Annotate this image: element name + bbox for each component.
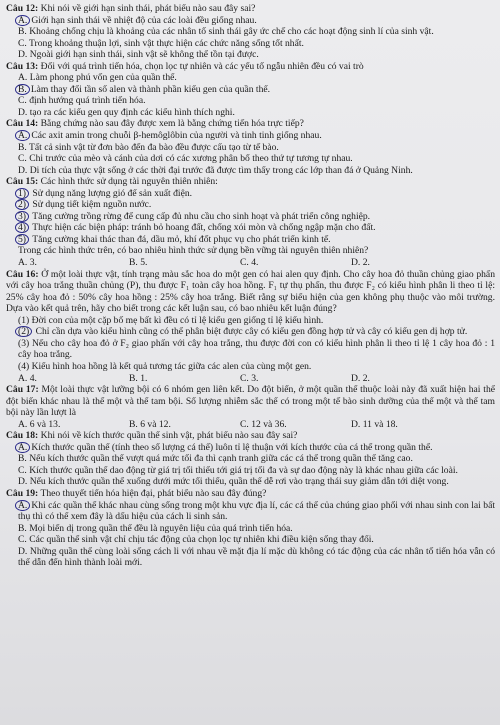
option-d: D. Di tích của thực vật sống ở các thời đại trước đã được tìm thấy trong các lớp than đá ở Quảng Ninh. [18,164,413,176]
option-a: A. 3. [18,257,37,269]
selected-answer-mark: A. [15,130,30,141]
question-number: Câu 16: [6,268,39,280]
option-b: B. 6 và 12. [129,418,171,430]
statement-4: Thực hiện các biện pháp: tránh bỏ hoang đất, chống xói mòn và chống ngập mặn cho đất. [32,222,376,234]
option-c: C. 3. [240,372,259,384]
item-number-mark: 4) [15,222,29,233]
item-number-mark: 3) [15,211,29,222]
question-stem: Các hình thức sử dụng tài nguyên thiên nhiên: [40,176,218,188]
question-stem: Khi nói về kích thước quần thể sinh vật, phát biểu nào sau đây sai? [40,430,298,442]
question-stem: Một loài thực vật lưỡng bội có 6 nhóm gen liên kết. Do đột biến, ở một quần thể thuộc loài này đã xuất hiện hai thể đột biến khác nhau là thể một và thể tam bội. Số lượng nhiễm sắc thể có trong một tế bào sinh dưỡng của thể một và thể tam bội này lần lượt là [6,384,495,419]
option-d: D. Những quần thể cùng loài sống cách li với nhau về mặt địa lí mặc dù không có tác động của các nhân tố tiến hóa vẫn có thể dẫn đến hình thành loài mới. [18,545,495,569]
selected-answer-mark: A. [15,442,30,453]
answer-options [6,373,495,385]
question-number: Câu 12: [6,3,39,14]
option-d: D. 2. [351,257,370,269]
question-number: Câu 15: [6,176,39,188]
statement-3: Tăng cường trồng rừng để cung cấp đủ nhu cầu cho sinh hoạt và phát triển công nghiệp. [32,210,371,222]
statement-2: Chỉ cần dựa vào kiểu hình cũng có thể phân biệt được cây có kiểu gen đồng hợp tử và cây có kiểu gen dị hợp tử. [35,326,468,338]
item-number-mark: (2) [15,326,32,337]
question-12 [6,3,495,61]
option-a: Các axit amin trong chuỗi β-hemôglôbin của người và tinh tinh giống nhau. [31,130,322,142]
question-stem: Bằng chứng nào sau đây được xem là bằng chứng tiến hóa trực tiếp? [40,118,304,130]
option-a: Khi các quần thể khác nhau cùng sống trong một khu vực địa lí, các cá thể của chúng giao phối với nhau sinh con lai bất thụ thì có thể xem đây là dấu hiệu của cách li sinh sản. [18,499,495,523]
option-b: B. Khoảng chống chịu là khoảng của các nhân tố sinh thái gây ức chế cho các hoạt động sinh lí của sinh vật. [18,26,434,38]
question-number: Câu 19: [6,487,39,499]
question-17 [6,384,495,430]
option-a-letter: A. [18,72,28,84]
selected-answer-mark: B. [15,84,30,95]
option-a: Giới hạn sinh thái về nhiệt độ của các loài đều giống nhau. [31,14,257,26]
answer-options [6,257,495,269]
option-d: D. 11 và 18. [351,418,398,430]
question-stem: Đối với quá trình tiến hóa, chọn lọc tự nhiên và các yếu tố ngẫu nhiên đều có vai trò [40,60,364,72]
question-19 [6,488,495,569]
option-a: A. 4. [18,372,37,384]
option-c: C. 12 và 36. [240,418,287,430]
sub-question: Trong các hình thức trên, có bao nhiêu hình thức sử dụng bền vững tài nguyên thiên nhiên? [18,245,369,257]
question-number: Câu 17: [6,384,39,396]
answer-options [6,419,495,431]
question-stem: Khi nói về giới hạn sinh thái, phát biểu nào sau đây sai? [40,3,256,14]
option-c: C. Kích thước quần thể dao động từ giá trị tối thiểu tới giá trị tối đa và sự dao động này là khác nhau giữa các loài. [18,464,458,476]
option-d: D. Nếu kích thước quần thể xuống dưới mức tối thiểu, quần thể dễ rơi vào trạng thái suy giảm dẫn tới diệt vong. [18,476,449,488]
option-a: Làm phong phú vốn gen của quần thể. [29,72,177,84]
item-number-mark: 2) [15,199,29,210]
item-number-mark: 5) [15,234,29,245]
option-c: C. Chi trước của mèo và cánh của dơi có các xương phân bố theo thứ tự tương tự nhau. [18,153,353,165]
option-d: D. Ngoài giới hạn sinh thái, sinh vật sẽ không thể tồn tại được. [18,49,259,61]
question-number: Câu 14: [6,118,39,130]
selected-answer-mark: A. [15,15,30,26]
option-b: B. Nếu kích thước quần thể vượt quá mức tối đa thì cạnh tranh giữa các cá thể trong quần thể tăng cao. [18,453,413,465]
statement-1: Sử dụng năng lượng gió để sản xuất điện. [32,187,193,199]
question-18 [6,430,495,488]
question-stem: Ở một loài thực vật, tính trạng màu sắc hoa do một gen có hai alen quy định. Cho cây hoa đỏ thuần chủng giao phấn với cây hoa trắng thuần chủng (P), thu được F₁ toàn cây hoa hồng. F₁ tự thụ phấn, thu được F₂ có kiểu hình phân li theo tỉ lệ: 25% cây hoa đỏ : 50% cây hoa hồng : 25% cây hoa trắng. Biết rằng sự biểu hiện của gen không phụ thuộc vào môi trường. Dựa vào kết quả trên, hãy cho biết trong các kết luận sau, có bao nhiêu kết luận đúng? [6,268,495,315]
option-b: B. Mọi biến dị trong quần thể đều là nguyên liệu của quá trình tiến hóa. [18,522,293,534]
option-b: B. Tất cả sinh vật từ đơn bào đến đa bào đều được cấu tạo từ tế bào. [18,141,279,153]
item-number-mark: 1) [15,188,29,199]
statement-5: Tăng cường khai thác than đá, dầu mỏ, khí đốt phục vụ cho phát triển kinh tế. [32,233,331,245]
option-b: Làm thay đổi tần số alen và thành phần kiểu gen của quần thể. [30,83,271,95]
question-13 [6,61,495,119]
option-d: D. 2. [351,372,370,384]
question-15 [6,176,495,268]
option-d: D. tạo ra các kiểu gen quy định các kiểu hình thích nghi. [18,106,235,118]
option-c: C. Trong khoảng thuận lợi, sinh vật thực hiện các chức năng sống tốt nhất. [18,37,304,49]
question-14 [6,118,495,176]
option-c: C. 4. [240,257,259,269]
option-a: A. 6 và 13. [18,418,61,430]
statement-4: (4) Kiểu hình hoa hồng là kết quả tương tác giữa các alen của cùng một gen. [18,360,312,372]
statement-1: (1) Đời con của một cặp bố mẹ bất kì đều có tỉ lệ kiểu gen giống tỉ lệ kiểu hình. [18,314,324,326]
question-number: Câu 18: [6,430,39,442]
statement-2: Sử dụng tiết kiệm nguồn nước. [32,199,152,211]
option-c: C. định hướng quá trình tiến hóa. [18,95,146,107]
question-16 [6,269,495,384]
statement-3: (3) Nếu cho cây hoa đỏ ở F₂ giao phấn với cây hoa trắng, thu được đời con có kiểu hình phân li theo tỉ lệ 1 cây hoa đỏ : 1 cây hoa trắng. [18,337,495,361]
question-stem: Theo thuyết tiến hóa hiện đại, phát biểu nào sau đây đúng? [40,487,267,499]
option-a: Kích thước quần thể (tính theo số lượng cá thể) luôn tỉ lệ thuận với kích thước của cá thể trong quần thể. [31,441,433,453]
selected-answer-mark: A. [15,500,30,511]
question-number: Câu 13: [6,60,39,72]
option-b: B. 5. [129,257,148,269]
option-b: B. 1. [129,372,148,384]
option-c: C. Các quần thể sinh vật chỉ chịu tác động của chọn lọc tự nhiên khi điều kiện sống thay đổi. [18,534,374,546]
